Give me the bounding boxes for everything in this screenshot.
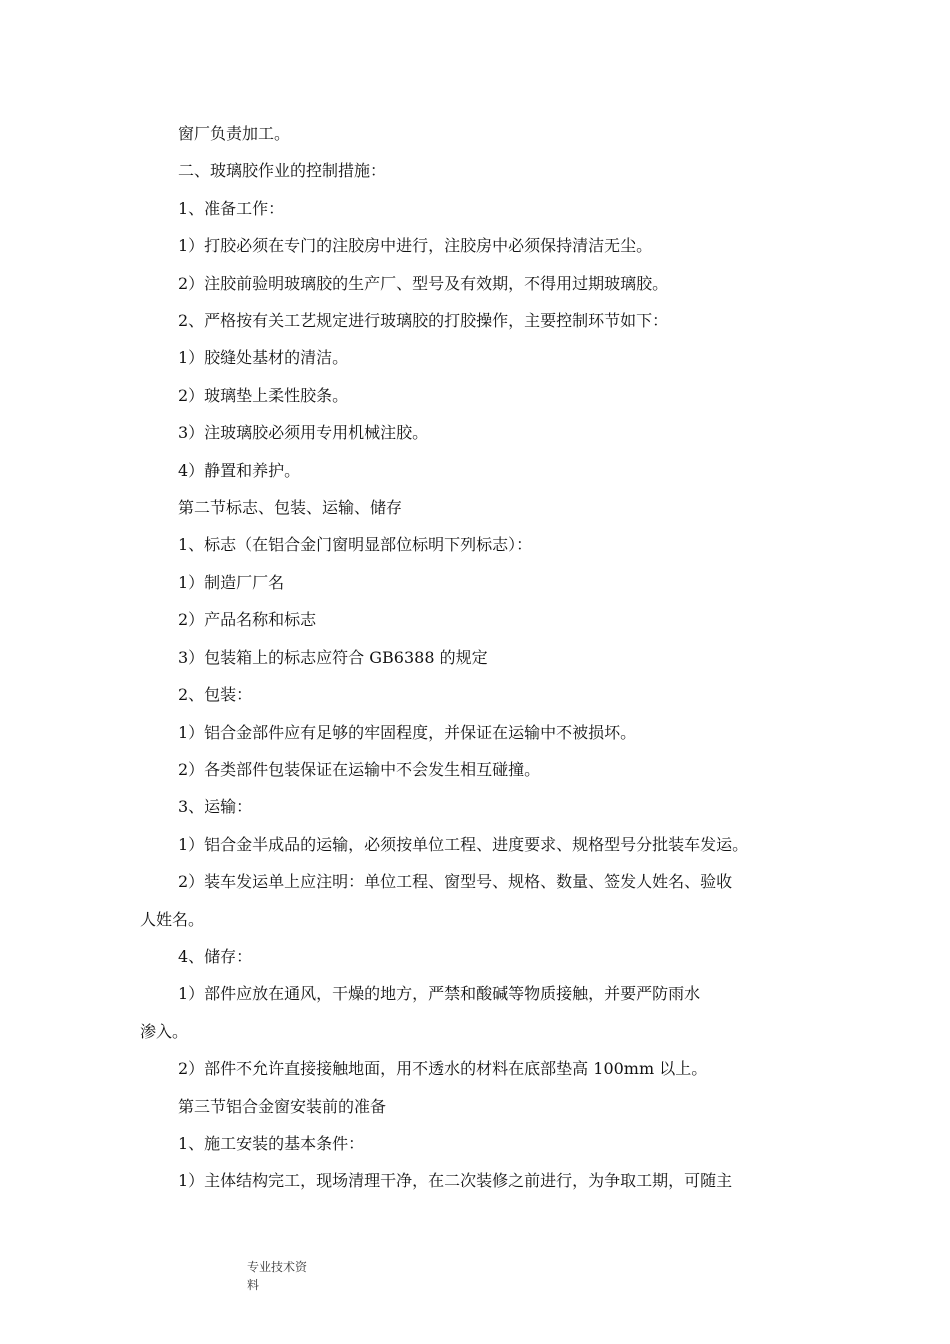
- footer-text-line: 专业技术资: [247, 1260, 308, 1274]
- text-line: 2）玻璃垫上柔性胶条。: [178, 385, 349, 405]
- text-line: 3）注玻璃胶必须用专用机械注胶。: [178, 423, 429, 443]
- text-line-continuation: 渗入。: [140, 1021, 189, 1041]
- text-line: 3）包装箱上的标志应符合 GB6388 的规定: [178, 647, 488, 667]
- text-line-continuation: 人姓名。: [140, 909, 205, 929]
- text-line: 3、运输：: [178, 797, 253, 817]
- text-line: 2）产品名称和标志: [178, 610, 317, 630]
- text-line: 2、严格按有关工艺规定进行玻璃胶的打胶操作，主要控制环节如下：: [178, 311, 669, 331]
- text-line: 1）主体结构完工，现场清理干净，在二次装修之前进行，为争取工期，可随主: [178, 1171, 733, 1191]
- text-line: 1）部件应放在通风，干燥的地方，严禁和酸碱等物质接触，并要严防雨水: [178, 984, 701, 1004]
- text-line: 2）部件不允许直接接触地面，用不透水的材料在底部垫高 100mm 以上。: [178, 1059, 708, 1079]
- text-line: 2）各类部件包装保证在运输中不会发生相互碰撞。: [178, 759, 541, 779]
- section-heading: 第二节标志、包装、运输、储存: [178, 498, 403, 518]
- text-line: 1、准备工作：: [178, 198, 285, 218]
- document-body: [140, 115, 830, 1200]
- text-line: 1、标志（在铝合金门窗明显部位标明下列标志）：: [178, 535, 533, 555]
- section-heading: 第三节铝合金窗安装前的准备: [178, 1096, 387, 1116]
- text-line: 1）打胶必须在专门的注胶房中进行，注胶房中必须保持清洁无尘。: [178, 236, 653, 256]
- text-line: 2）注胶前验明玻璃胶的生产厂、型号及有效期，不得用过期玻璃胶。: [178, 273, 669, 293]
- text-line: 1）铝合金部件应有足够的牢固程度，并保证在运输中不被损坏。: [178, 722, 637, 742]
- text-line: 4、储存：: [178, 946, 253, 966]
- text-line: 1）胶缝处基材的清洁。: [178, 348, 349, 368]
- text-line: 窗厂负责加工。: [178, 124, 291, 143]
- text-line: 1）制造厂厂名: [178, 572, 285, 592]
- text-line: 2）装车发运单上应注明：单位工程、窗型号、规格、数量、签发人姓名、验收: [178, 872, 733, 892]
- section-heading: 二、玻璃胶作业的控制措施：: [178, 161, 387, 181]
- text-line: 1）铝合金半成品的运输，必须按单位工程、进度要求、规格型号分批装车发运。: [178, 834, 749, 854]
- text-line: 2、包装：: [178, 685, 253, 705]
- page-footer: [247, 1258, 327, 1294]
- footer-text-line: 料: [247, 1278, 260, 1292]
- text-line: 4）静置和养护。: [178, 460, 301, 480]
- text-line: 1、施工安装的基本条件：: [178, 1133, 365, 1153]
